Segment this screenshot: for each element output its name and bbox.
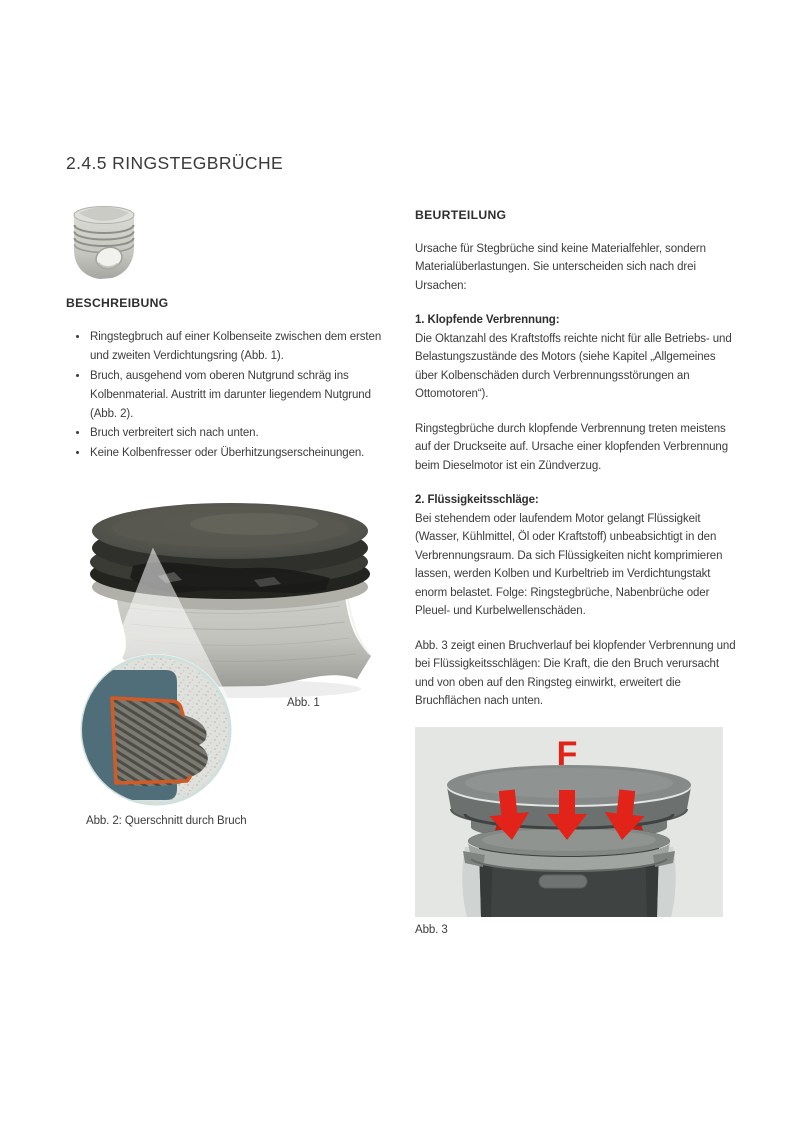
left-section-heading: BESCHREIBUNG: [66, 296, 169, 310]
piston-thumbnail-photo: [66, 202, 142, 286]
cause2-body: Bei stehendem oder laufendem Motor gelangt Flüssigkeit (Wasser, Kühlmittel, Öl oder Kraftstoff) unbeabsichtigt in den Verbrennungsraum. Da sich Flüssigkeiten nicht komprimieren lassen, werden Kolben und Kurbeltrieb im Verdichtungstakt enorm belastet. Folge: Ringstegbrüche, Nabenbrüche oder Pleuel- und Kurbelwellenschäden.: [415, 512, 723, 617]
cause1-body: Die Oktanzahl des Kraftstoffs reichte nicht für alle Betriebs- und Belastungszustände des Motors (siehe Kapitel „Allgemeines über Kolbenschäden durch Verbrennungsstörungen an Ottomotoren“).: [415, 332, 732, 400]
intro-paragraph: Ursache für Stegbrüche sind keine Materialfehler, sondern Materialüberlastungen. Sie unterscheiden sich nach drei Ursachen:: [415, 242, 706, 292]
cause2-heading: 2. Flüssigkeitsschläge:: [415, 494, 539, 506]
cause1-heading: 1. Klopfende Verbrennung:: [415, 314, 560, 326]
bullet-item: • Bruch, ausgehend vom oberen Nutgrund schräg ins Kolbenmaterial. Austritt im darunter liegendem Nutgrund (Abb. 2).: [89, 367, 398, 425]
page-title: 2.4.5 RINGSTEGBRÜCHE: [66, 153, 284, 173]
bullet-item: • Ringstegbruch auf einer Kolbenseite zwischen dem ersten und zweiten Verdichtungsring (Abb. 1).: [89, 328, 398, 367]
force-arrows: [487, 788, 647, 842]
fig3-force-diagram: [415, 727, 723, 917]
bullet-item: • Bruch verbreitert sich nach unten.: [89, 424, 398, 443]
pin-boss-highlight: [539, 875, 587, 888]
fig2-cross-section-inset: [78, 654, 232, 806]
fig2-caption: Abb. 2: Querschnitt durch Bruch: [86, 815, 247, 827]
cause1-block: [415, 311, 737, 404]
bullet-item: • Keine Kolbenfresser oder Überhitzungserscheinungen.: [89, 444, 398, 463]
fig3-paragraph: Abb. 3 zeigt einen Bruchverlauf bei klopfender Verbrennung und bei Flüssigkeitsschlägen: Die Kraft, die den Bruch verursacht und von oben auf den Ringsteg einwirkt, erweitert die Bruchflächen nach unten.: [415, 639, 736, 707]
cause2-block: [415, 491, 737, 621]
description-bullet-list: [66, 328, 398, 463]
cause1-body2: Ringstegbrüche durch klopfende Verbrennung treten meistens auf der Druckseite auf. Ursache einer klopfenden Verbrennung beim Dieselmotor ist ein Zündverzug.: [415, 422, 729, 472]
right-column: [415, 206, 737, 727]
force-label: F: [556, 735, 578, 773]
right-section-heading: BEURTEILUNG: [415, 208, 507, 222]
fig1-label: Abb. 1: [287, 697, 320, 709]
fig1-broken-piston-photo: [78, 486, 410, 830]
fig3-caption: Abb. 3: [415, 924, 448, 936]
